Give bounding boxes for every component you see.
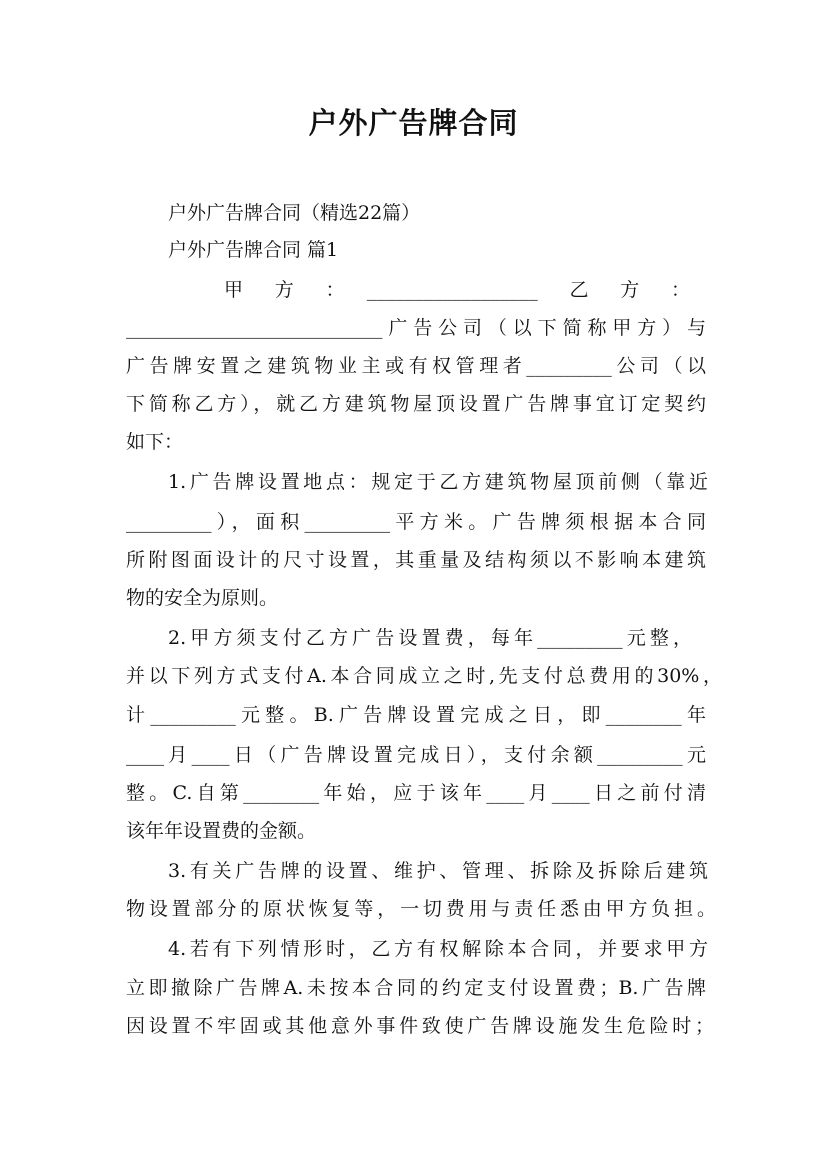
clause-3-line: 3.有关广告牌的设置、维护、管理、拆除及拆除后建筑 bbox=[168, 860, 708, 882]
body-line: 因设置不牢固或其他意外事件致使广告牌设施发生危险时； bbox=[126, 1015, 714, 1037]
body-line: 计_________元整。B.广告牌设置完成之日，即________年 bbox=[126, 704, 706, 726]
body-line: 物设置部分的原状恢复等，一切费用与责任悉由甲方负担。 bbox=[126, 898, 716, 920]
clause-1-line: 1.广告牌设置地点：规定于乙方建筑物屋顶前侧（靠近 bbox=[168, 471, 708, 493]
body-line: ___________________________广告公司（以下简称甲方）与 bbox=[126, 317, 706, 339]
body-line: _________），面积_________平方米。广告牌须根据本合同 bbox=[126, 511, 706, 533]
body-line: 甲 方 ： __________________ 乙 方 ： bbox=[224, 279, 690, 301]
subtitle-line: 户外广告牌合同（精选22篇） bbox=[168, 202, 421, 224]
body-line: 广告牌安置之建筑物业主或有权管理者_________公司（以 bbox=[126, 355, 706, 377]
body-line: 该年年设置费的金额。 bbox=[126, 820, 317, 842]
body-line: 立即撤除广告牌A.未按本合同的约定支付设置费；B.广告牌 bbox=[126, 977, 706, 999]
body-line: 所附图面设计的尺寸设置，其重量及结构须以不影响本建筑 bbox=[126, 549, 706, 571]
section-heading: 户外广告牌合同 篇1 bbox=[168, 239, 339, 261]
clause-4-line: 4.若有下列情形时，乙方有权解除本合同，并要求甲方 bbox=[168, 938, 708, 960]
body-line: 如下： bbox=[126, 431, 184, 453]
body-line: ____月____日（广告牌设置完成日），支付余额_________元 bbox=[126, 744, 706, 766]
document-title: 户外广告牌合同 bbox=[308, 106, 519, 140]
body-line: 整。C.自第________年始，应于该年____月____日之前付清 bbox=[126, 782, 706, 804]
clause-2-line: 2.甲方须支付乙方广告设置费，每年_________元整， bbox=[168, 627, 692, 649]
body-line: 并以下列方式支付A.本合同成立之时,先支付总费用的30%， bbox=[126, 665, 722, 687]
body-line: 下简称乙方），就乙方建筑物屋顶设置广告牌事宜订定契约 bbox=[126, 393, 706, 415]
body-line: 物的安全为原则。 bbox=[126, 587, 279, 609]
